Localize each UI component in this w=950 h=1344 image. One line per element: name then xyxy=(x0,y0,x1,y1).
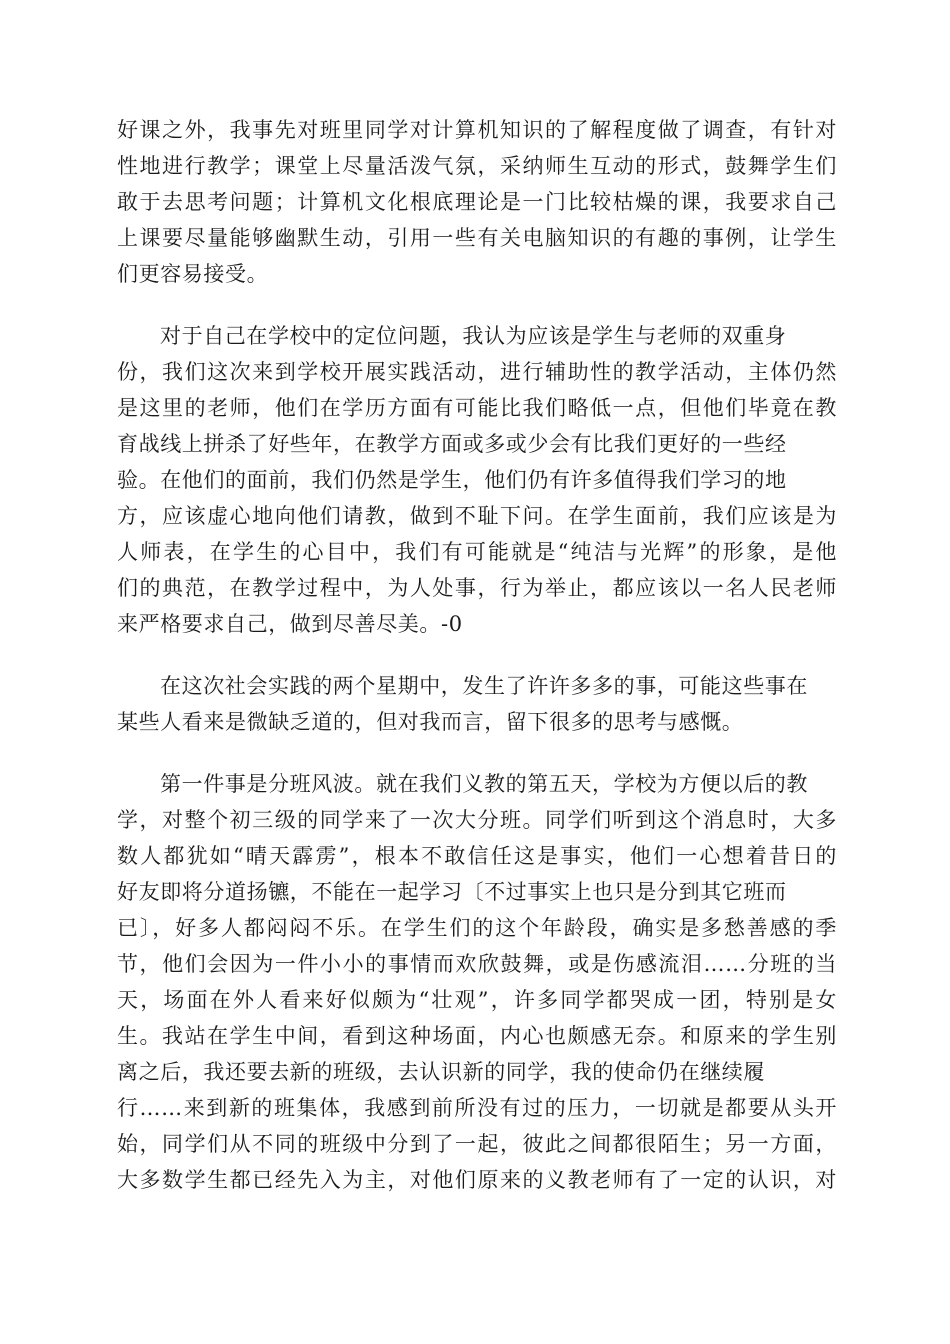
text-line: 们更容易接受。 xyxy=(117,262,269,286)
text-line: 上课要尽量能够幽默生动，引用一些有关电脑知识的有趣的事例，让学生 xyxy=(117,226,837,250)
text-line: 节，他们会因为一件小小的事情而欢欣鼓舞，或是伤感流泪……分班的当 xyxy=(117,952,837,976)
text-line: 第一件事是分班风波。就在我们义教的第五天，学校为方便以后的教 xyxy=(160,772,808,796)
text-line: 们的典范，在教学过程中，为人处事，行为举止，都应该以一名人民老师 xyxy=(117,576,837,600)
text-line: 对于自己在学校中的定位问题，我认为应该是学生与老师的双重身 xyxy=(160,324,787,348)
paragraph-gap xyxy=(117,740,837,766)
text-line: 始，同学们从不同的班级中分到了一起，彼此之间都很陌生；另一方面， xyxy=(117,1132,837,1156)
text-line: 天，场面在外人看来好似颇为“壮观”，许多同学都哭成一团，特别是女 xyxy=(117,988,837,1012)
text-line: 敢于去思考问题；计算机文化根底理论是一门比较枯燥的课，我要求自己 xyxy=(117,190,837,214)
paragraph-gap xyxy=(117,642,837,668)
text-line: 生。我站在学生中间，看到这种场面，内心也颇感无奈。和原来的学生别 xyxy=(117,1024,837,1048)
paragraph-2 xyxy=(117,318,837,642)
text-line: 方，应该虚心地向他们请教，做到不耻下问。在学生面前，我们应该是为 xyxy=(117,504,837,528)
text-line: 学，对整个初三级的同学来了一次大分班。同学们听到这个消息时，大多 xyxy=(117,808,837,832)
text-line: 来严格要求自己，做到尽善尽美。-0 xyxy=(117,612,463,636)
text-line: 好友即将分道扬镳，不能在一起学习〔不过事实上也只是分到其它班而 xyxy=(117,880,787,904)
paragraph-3 xyxy=(117,668,837,740)
text-line: 人师表，在学生的心目中，我们有可能就是“纯洁与光辉”的形象，是他 xyxy=(117,540,837,564)
paragraph-4 xyxy=(117,766,837,1198)
text-line: 育战线上拼杀了好些年，在教学方面或多或少会有比我们更好的一些经 xyxy=(117,432,787,456)
text-line: 数人都犹如“晴天霹雳”，根本不敢信任这是事实，他们一心想着昔日的 xyxy=(117,844,837,868)
text-line: 好课之外，我事先对班里同学对计算机知识的了解程度做了调查，有针对 xyxy=(117,118,837,142)
text-line: 大多数学生都已经先入为主，对他们原来的义教老师有了一定的认识，对 xyxy=(117,1168,837,1192)
text-line: 验。在他们的面前，我们仍然是学生，他们仍有许多值得我们学习的地 xyxy=(117,468,787,492)
text-line: 份，我们这次来到学校开展实践活动，进行辅助性的教学活动，主体仍然 xyxy=(117,360,837,384)
paragraph-1 xyxy=(117,112,837,292)
text-line: 已〕，好多人都闷闷不乐。在学生们的这个年龄段，确实是多愁善感的季 xyxy=(117,916,837,940)
text-line: 行……来到新的班集体，我感到前所没有过的压力，一切就是都要从头开 xyxy=(117,1096,837,1120)
text-line: 性地进行教学；课堂上尽量活泼气氛，采纳师生互动的形式，鼓舞学生们 xyxy=(117,154,837,178)
text-line: 是这里的老师，他们在学历方面有可能比我们略低一点，但他们毕竟在教 xyxy=(117,396,837,420)
text-line: 在这次社会实践的两个星期中，发生了许许多多的事，可能这些事在 xyxy=(160,674,808,698)
paragraph-gap xyxy=(117,292,837,318)
text-line: 某些人看来是微缺乏道的，但对我而言，留下很多的思考与感慨。 xyxy=(117,710,744,734)
text-line: 离之后，我还要去新的班级，去认识新的同学，我的使命仍在继续履 xyxy=(117,1060,765,1084)
document-body xyxy=(117,112,837,1198)
